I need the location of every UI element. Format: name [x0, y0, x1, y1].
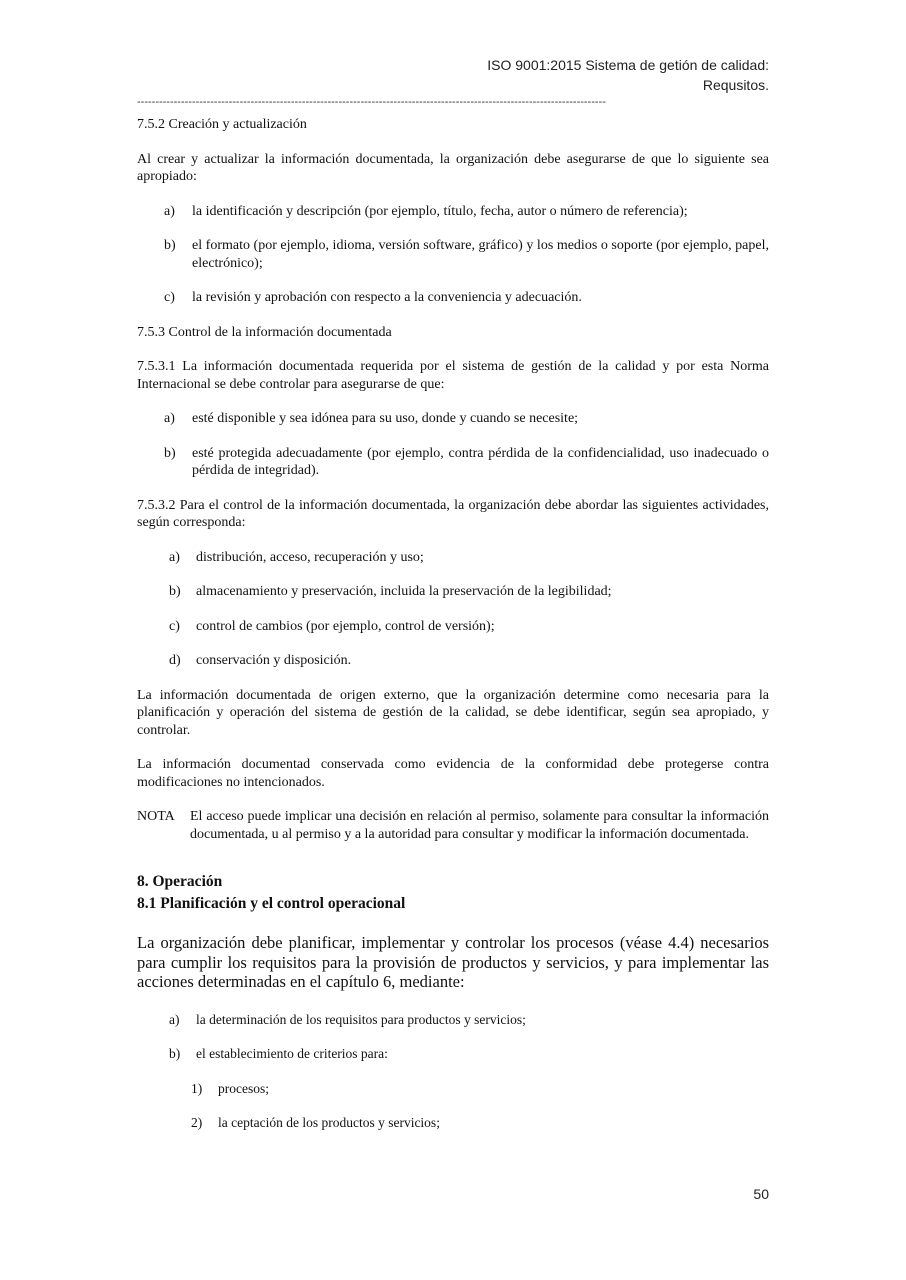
list-item-label: a) — [164, 411, 175, 426]
list-item-text: la determinación de los requisitos para productos y servicios; — [196, 1011, 526, 1027]
list-item-label: b) — [164, 445, 176, 461]
section-7-5-3-title: 7.5.3 Control de la información documentada — [137, 324, 392, 340]
list-item-text: la revisión y aprobación con respecto a la conveniencia y adecuación. — [192, 290, 582, 305]
list-item-text: almacenamiento y preservación, incluida la preservación de la legibilidad; — [196, 584, 612, 599]
sub-list-item-label: 2) — [191, 1115, 203, 1130]
list-item — [137, 1045, 769, 1063]
note-label: NOTA — [137, 809, 175, 824]
note-block — [137, 808, 769, 843]
page-header — [137, 55, 769, 95]
sub-list-item-text: la ceptación de los productos y servicios; — [218, 1115, 440, 1130]
sub-list-item-text: procesos; — [218, 1080, 269, 1096]
page-number: 50 — [753, 1186, 769, 1202]
list-item-text: el establecimiento de criterios para: — [196, 1046, 388, 1061]
section-8-heading: 8. Operación — [137, 873, 223, 890]
section-7-5-2-title: 7.5.2 Creación y actualización — [137, 117, 307, 132]
retained-info-paragraph: La información documentad conservada como evidencia de la conformidad debe protegerse contra modificaciones no intencionados. — [137, 757, 769, 790]
list-item-text: conservación y disposición. — [196, 653, 352, 668]
list-item — [137, 445, 769, 480]
header-title-line1: ISO 9001:2015 Sistema de getión de calidad: — [487, 57, 769, 73]
list-item-text: control de cambios (por ejemplo, control de versión); — [196, 618, 495, 634]
list-item — [137, 289, 769, 307]
sub-list-item-label: 1) — [191, 1080, 203, 1096]
list-item — [137, 618, 769, 636]
list-item-label: d) — [169, 653, 181, 668]
external-info-paragraph: La información documentada de origen externo, que la organización determine como necesaria para la planificación y operación del sistema de gestión de la calidad, se debe identificar, según sea apropiado, y controlar. — [137, 687, 769, 738]
list-item — [137, 410, 769, 428]
list-item — [137, 549, 769, 567]
list-item — [137, 652, 769, 670]
sub-list-item — [137, 1114, 769, 1132]
list-item-text: esté disponible y sea idónea para su uso, donde y cuando se necesite; — [192, 411, 579, 426]
document-body — [137, 116, 769, 1149]
list-item-label: c) — [169, 618, 180, 634]
list-item-text: el formato (por ejemplo, idioma, versión software, gráfico) y los medios o soporte (por ejemplo, papel, electrónico); — [192, 238, 769, 271]
section-8-1-intro: La organización debe planificar, implementar y controlar los procesos (véase 4.4) necesarios para cumplir los requisitos para la provisión de productos y servicios, y para implementar las acciones determinadas en el capítulo 6, mediante: — [137, 933, 769, 991]
section-7-5-3-1-paragraph: 7.5.3.1 La información documentada requerida por el sistema de gestión de la calidad y por esta Norma Internacional se debe controlar para asegurarse de que: — [137, 359, 769, 392]
list-item-text: esté protegida adecuadamente (por ejemplo, contra pérdida de la confidencialidad, uso inadecuado o pérdida de integridad). — [192, 445, 769, 478]
list-item-label: a) — [164, 203, 175, 219]
list-item-text: distribución, acceso, recuperación y uso; — [196, 549, 424, 565]
list-item-label: c) — [164, 290, 175, 305]
list-item-label: b) — [169, 584, 181, 599]
section-8-1-heading: 8.1 Planificación y el control operacional — [137, 895, 406, 912]
list-item-label: a) — [169, 1011, 180, 1027]
section-7-5-3-2-paragraph: 7.5.3.2 Para el control de la información documentada, la organización debe abordar las siguientes actividades, según corresponda: — [137, 497, 769, 530]
list-item — [137, 1011, 769, 1029]
list-item — [137, 203, 769, 221]
list-item-label: b) — [169, 1046, 181, 1061]
list-item-text: la identificación y descripción (por ejemplo, título, fecha, autor o número de referencia); — [192, 203, 688, 219]
sub-list-item — [137, 1080, 769, 1098]
list-item-label: b) — [164, 238, 176, 253]
list-item — [137, 583, 769, 601]
list-item-label: a) — [169, 549, 180, 565]
list-item — [137, 237, 769, 272]
header-title-line2: Requsitos. — [702, 77, 769, 93]
note-text: El acceso puede implicar una decisión en relación al permiso, solamente para consultar la información documentada, u al permiso y a la autoridad para consultar y modificar la información documentada. — [190, 809, 769, 842]
header-divider: -------------------------------------------------------------------------------------------------------------------------------- — [137, 96, 606, 108]
section-7-5-2-intro: Al crear y actualizar la información documentada, la organización debe asegurarse de que lo siguiente sea apropiado: — [137, 151, 769, 184]
